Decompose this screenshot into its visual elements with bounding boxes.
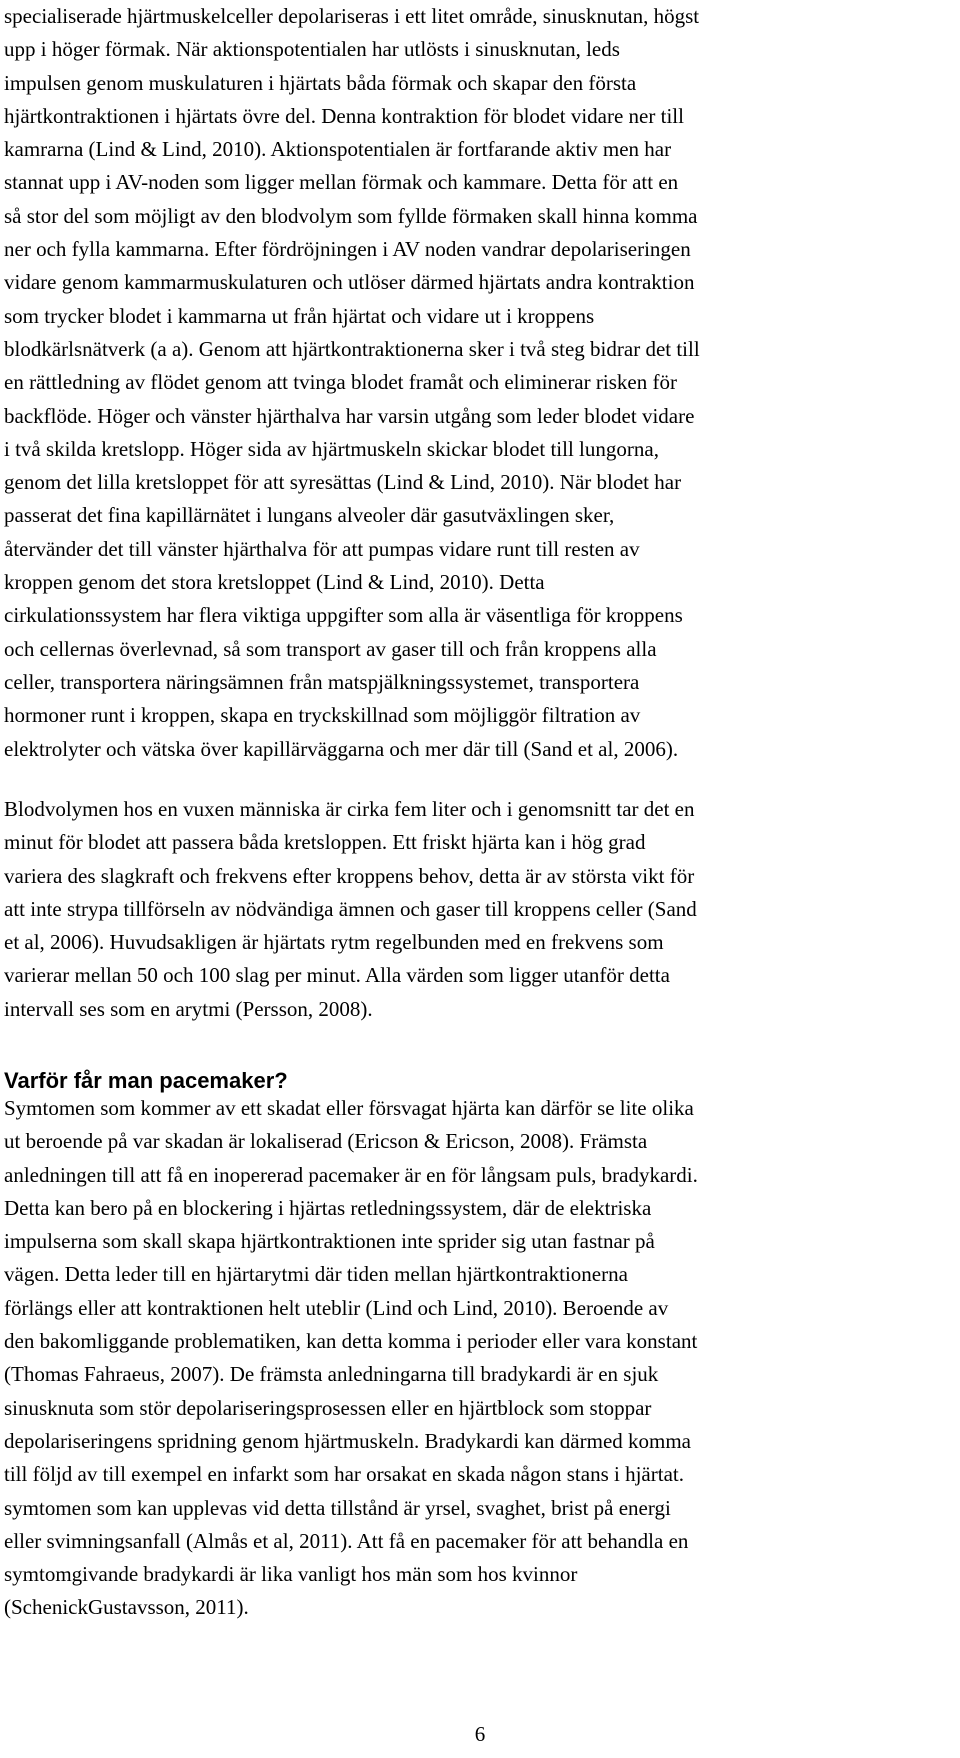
text-line: anledningen till att få en inopererad pacemaker är en för långsam puls, bradykardi. [4,1162,698,1187]
text-line: ner och fylla kammarna. Efter fördröjningen i AV noden vandrar depolariseringen [4,237,691,262]
text-line: till följd av till exempel en infarkt som har orsakat en skada någon stans i hjärtat. [4,1462,684,1487]
text-line: cirkulationssystem har flera viktiga uppgifter som alla är väsentliga för kroppens [4,603,683,628]
text-line: vägen. Detta leder till en hjärtarytmi där tiden mellan hjärtkontraktionerna [4,1262,628,1287]
text-line: kroppen genom det stora kretsloppet (Lind & Lind, 2010). Detta [4,570,545,595]
text-line: Blodvolymen hos en vuxen människa är cirka fem liter och i genomsnitt tar det en [4,797,695,821]
paragraph-pacemaker-reasons [4,1092,956,1625]
text-line: en rättledning av flödet genom att tvinga blodet framåt och eliminerar risken för [4,370,677,395]
text-line: (SchenickGustavsson, 2011). [4,1595,249,1620]
text-line: variera des slagkraft och frekvens efter kroppens behov, detta är av största vikt för [4,863,695,888]
paragraph-blood-volume [4,793,956,1026]
text-line: sinusknuta som stör depolariseringsprosessen eller en hjärtblock som stoppar [4,1395,652,1420]
text-line: elektrolyter och vätska över kapillärväggarna och mer där till (Sand et al, 2006). [4,736,679,761]
text-line: Detta kan bero på en blockering i hjärtas retledningssystem, där de elektriska [4,1195,652,1220]
text-line: specialiserade hjärtmuskelceller depolariseras i ett litet område, sinusknutan, högst [4,4,700,28]
text-line: eller svimningsanfall (Almås et al, 2011). Att få en pacemaker för att behandla en [4,1528,689,1553]
text-line: och cellernas överlevnad, så som transport av gaser till och från kroppens alla [4,636,657,661]
text-line: återvänder det till vänster hjärthalva för att pumpas vidare runt till resten av [4,536,640,561]
paragraph-heart-conduction [4,0,956,766]
text-line: passerat det fina kapillärnätet i lungans alveoler där gasutväxlingen sker, [4,503,615,528]
text-line: depolariseringens spridning genom hjärtmuskeln. Bradykardi kan därmed komma [4,1428,692,1453]
text-line: den bakomliggande problematiken, kan detta komma i perioder eller vara konstant [4,1329,698,1354]
text-line: impulserna som skall skapa hjärtkontraktionen inte sprider sig utan fastnar på [4,1229,655,1254]
text-line: varierar mellan 50 och 100 slag per minut. Alla värden som ligger utanför detta [4,963,670,988]
text-line: som trycker blodet i kammarna ut från hjärtat och vidare ut i kroppens [4,303,595,328]
text-line: ut beroende på var skadan är lokaliserad (Ericson & Ericson, 2008). Främsta [4,1129,648,1154]
text-line: Symtomen som kommer av ett skadat eller försvagat hjärta kan därför se lite olika [4,1096,694,1120]
text-line: kamrarna (Lind & Lind, 2010). Aktionspotentialen är fortfarande aktiv men har [4,137,672,162]
text-line: upp i höger förmak. När aktionspotentialen har utlösts i sinusknutan, leds [4,37,620,62]
text-line: förlängs eller att kontraktionen helt uteblir (Lind och Lind, 2010). Beroende av [4,1295,669,1320]
text-line: minut för blodet att passera båda kretsloppen. Ett friskt hjärta kan i hög grad [4,830,646,855]
text-line: backflöde. Höger och vänster hjärthalva har varsin utgång som leder blodet vidare [4,403,695,428]
text-line: genom det lilla kretsloppet för att syresättas (Lind & Lind, 2010). När blodet har [4,470,682,495]
text-line: blodkärlsnätverk (a a). Genom att hjärtkontraktionerna sker i två steg bidrar det till [4,336,700,361]
text-line: (Thomas Fahraeus, 2007). De främsta anledningarna till bradykardi är en sjuk [4,1362,659,1387]
text-line: symtomgivande bradykardi är lika vanligt hos män som hos kvinnor [4,1562,578,1587]
text-line: att inte strypa tillförseln av nödvändiga ämnen och gaser till kroppens celler (Sand [4,896,697,921]
text-line: hjärtkontraktionen i hjärtats övre del. Denna kontraktion för blodet vidare ner till [4,103,684,128]
text-line: et al, 2006). Huvudsakligen är hjärtats rytm regelbunden med en frekvens som [4,930,664,955]
text-line: symtomen som kan upplevas vid detta tillstånd är yrsel, svaghet, brist på energi [4,1495,671,1520]
text-line: impulsen genom muskulaturen i hjärtats båda förmak och skapar den första [4,70,637,95]
text-line: celler, transportera näringsämnen från matspjälkningssystemet, transportera [4,669,640,694]
page-number: 6 [474,1722,486,1746]
text-line: stannat upp i AV-noden som ligger mellan förmak och kammare. Detta för att en [4,170,679,195]
text-line: vidare genom kammarmuskulaturen och utlöser därmed hjärtats andra kontraktion [4,270,695,295]
text-line: i två skilda kretslopp. Höger sida av hjärtmuskeln skickar blodet till lungorna, [4,436,659,461]
text-line: så stor del som möjligt av den blodvolym som fyllde förmaken skall hinna komma [4,203,698,228]
section-heading: Varför får man pacemaker? [4,1068,288,1093]
text-line: hormoner runt i kroppen, skapa en tryckskillnad som möjliggör filtration av [4,703,641,728]
text-line: intervall ses som en arytmi (Persson, 2008). [4,996,373,1021]
